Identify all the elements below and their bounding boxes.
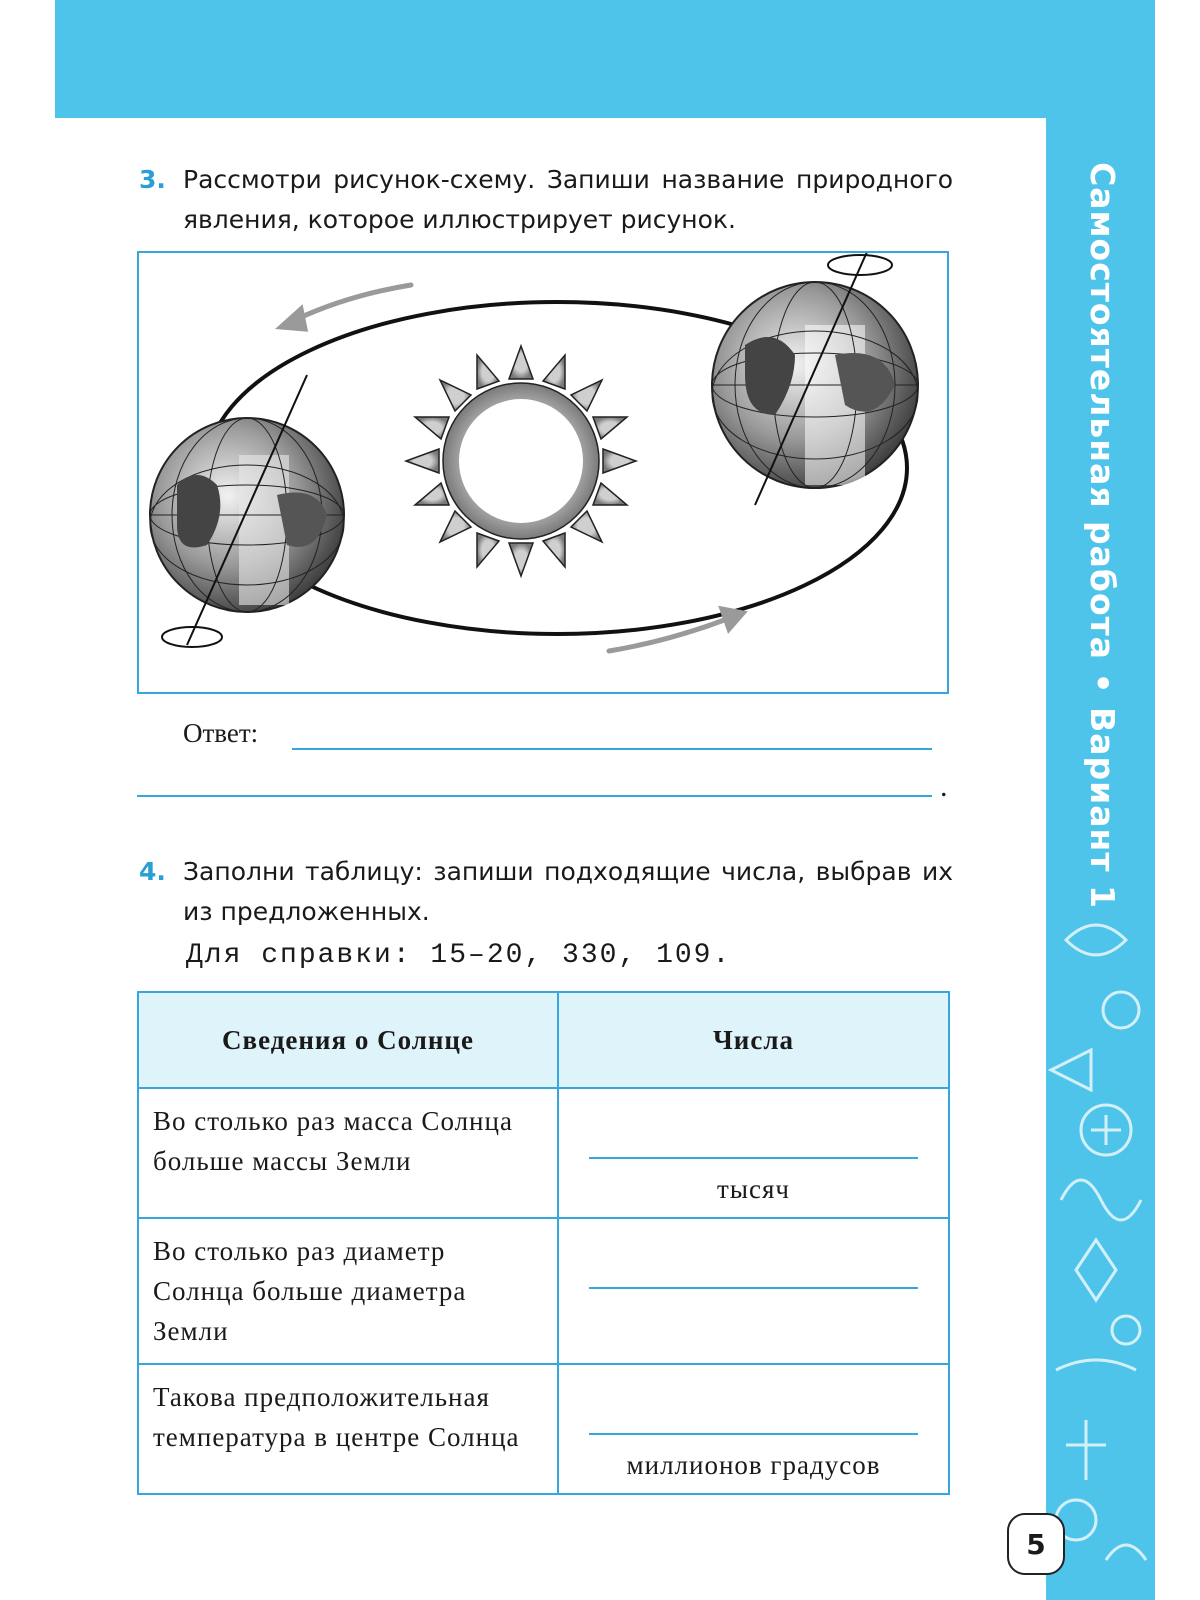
task-4: [139, 852, 953, 932]
header-numbers: Числа: [558, 992, 949, 1088]
answer-blank[interactable]: [589, 1433, 918, 1435]
task-3: [139, 160, 953, 240]
answer-blank[interactable]: [589, 1157, 918, 1159]
reference-values: Для справки: 15–20, 330, 109.: [186, 940, 732, 971]
task-3-text: Рассмотри рисунок-схему. Запиши название природного явления, которое иллюстрирует рисунок.: [183, 165, 953, 234]
table-row: [138, 1218, 949, 1364]
answer-end-dot: .: [940, 770, 948, 803]
sun-icon: [406, 346, 636, 576]
earth-globe-right: [712, 253, 918, 505]
header-band: [55, 0, 1155, 118]
row-unit: тысяч: [717, 1174, 790, 1204]
decorative-doodles: [1046, 900, 1155, 1600]
row-unit: миллионов градусов: [626, 1450, 881, 1480]
task-3-number: 3.: [139, 165, 166, 194]
sun-facts-table: [137, 991, 950, 1495]
task-4-text: Заполни таблицу: запиши подходящие числа, выбрав их из предложенных.: [183, 857, 953, 926]
table-header-row: [138, 992, 949, 1088]
side-title: [1052, 150, 1152, 920]
header-info: Сведения о Солнце: [138, 992, 558, 1088]
answer-blank[interactable]: [589, 1287, 918, 1289]
side-title-text: Самостоятельная работа • Вариант 1: [1082, 161, 1122, 909]
row-info: Во столько раз масса Солнца больше массы Земли: [138, 1088, 558, 1218]
answer-label: Ответ:: [183, 718, 259, 748]
answer-field-line-1[interactable]: [292, 748, 932, 750]
row-value-cell[interactable]: [558, 1088, 949, 1218]
page-number: 5: [1007, 1513, 1065, 1575]
row-value-cell[interactable]: [558, 1218, 949, 1364]
row-info: Во столько раз диаметр Солнца больше диаметра Земли: [138, 1218, 558, 1364]
row-value-cell[interactable]: [558, 1364, 949, 1494]
answer-field-line-2[interactable]: [137, 795, 932, 797]
task-4-number: 4.: [139, 857, 166, 886]
orbit-diagram: [139, 253, 947, 692]
table-row: [138, 1364, 949, 1494]
orbit-figure: [137, 251, 949, 694]
table-row: [138, 1088, 949, 1218]
earth-globe-left: [150, 375, 344, 647]
row-info: Такова предположительная температура в центре Солнца: [138, 1364, 558, 1494]
